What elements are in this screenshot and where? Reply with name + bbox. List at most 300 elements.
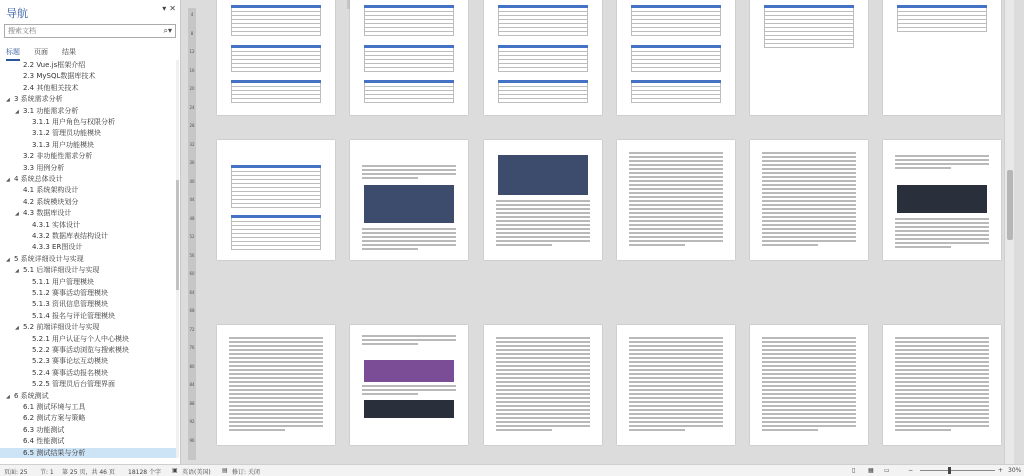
text-line: [496, 341, 590, 343]
text-line: [629, 341, 723, 343]
web-layout-icon[interactable]: ▭: [884, 467, 890, 474]
text-block: [895, 155, 989, 171]
text-block: [762, 152, 856, 248]
text-line: [762, 365, 856, 367]
text-line: [362, 232, 456, 234]
table-row: [231, 32, 321, 36]
text-line: [762, 397, 856, 399]
nav-heading-item[interactable]: [0, 413, 176, 423]
text-line: [229, 377, 323, 379]
close-icon[interactable]: ✕: [169, 4, 176, 13]
text-line: [762, 232, 856, 234]
nav-scrollbar[interactable]: [176, 60, 179, 458]
text-line: [762, 168, 856, 170]
text-line: [762, 369, 856, 371]
text-line: [229, 417, 323, 419]
text-line: [762, 385, 856, 387]
ruler-tick-label: 12: [189, 49, 195, 54]
text-line: [629, 192, 723, 194]
nav-heading-label: 4.3.2 数据库表结构设计: [32, 232, 109, 240]
table-row: [231, 246, 321, 250]
nav-heading-label: 6.5 测试结果与分析: [23, 448, 86, 457]
text-line: [496, 236, 590, 238]
text-line: [629, 369, 723, 371]
nav-heading-item[interactable]: [0, 265, 176, 275]
nav-heading-list: [0, 60, 180, 458]
zoom-out-icon[interactable]: −: [908, 467, 914, 474]
text-line: [629, 164, 723, 166]
chevron-down-icon[interactable]: ▾: [162, 4, 167, 13]
print-layout-icon[interactable]: ▦: [868, 467, 874, 474]
navigation-pane: [0, 0, 181, 464]
nav-heading-label: 5.2.2 赛事活动浏览与搜索模块: [32, 346, 130, 354]
table-graphic: [231, 80, 321, 103]
text-line: [629, 216, 723, 218]
page-thumbnail[interactable]: [217, 140, 335, 260]
nav-heading-item[interactable]: [0, 254, 176, 264]
nav-heading-label: 5 系统详细设计与实现: [14, 254, 84, 263]
text-line: [629, 176, 723, 178]
screenshot-image: [364, 185, 454, 223]
text-line: [895, 409, 989, 411]
text-line: [762, 425, 856, 427]
text-line: [229, 381, 323, 383]
text-line: [496, 232, 590, 234]
tab-pages[interactable]: 页面: [34, 48, 48, 56]
scroll-thumb[interactable]: [1007, 170, 1013, 240]
text-line: [229, 409, 323, 411]
text-line: [362, 236, 456, 238]
text-line: [629, 429, 685, 431]
page-thumbnail[interactable]: [217, 325, 335, 445]
vertical-scrollbar[interactable]: [1004, 0, 1014, 464]
text-line: [362, 240, 456, 242]
text-line: [229, 421, 323, 423]
ruler-tick-label: 76: [189, 345, 195, 350]
text-line: [895, 230, 989, 232]
text-line: [229, 345, 323, 347]
text-line: [629, 421, 723, 423]
nav-search-box[interactable]: [4, 24, 176, 38]
text-line: [629, 353, 723, 355]
table-graphic: [498, 80, 588, 103]
page-thumbnail[interactable]: [484, 0, 602, 115]
text-line: [895, 234, 989, 236]
nav-controls: [162, 4, 176, 13]
text-line: [762, 244, 818, 246]
text-line: [895, 365, 989, 367]
text-block: [362, 165, 456, 181]
page-thumbnail[interactable]: [217, 0, 335, 115]
text-line: [895, 345, 989, 347]
nav-heading-item[interactable]: [0, 288, 176, 298]
text-line: [895, 246, 951, 248]
table-row: [498, 99, 588, 103]
nav-heading-item[interactable]: [0, 83, 176, 93]
text-line: [762, 220, 856, 222]
text-line: [762, 176, 856, 178]
ruler-tick-label: 44: [189, 197, 195, 202]
ruler-tick-label: 28: [189, 123, 195, 128]
nav-search-input[interactable]: [5, 25, 155, 37]
text-line: [629, 389, 723, 391]
table-row: [364, 68, 454, 72]
expand-triangle-icon[interactable]: ◢: [6, 177, 10, 183]
expand-triangle-icon[interactable]: ◢: [15, 325, 19, 332]
nav-heading-item[interactable]: [0, 220, 176, 230]
page-thumbnail[interactable]: [883, 325, 1001, 445]
text-line: [895, 369, 989, 371]
text-line: [496, 381, 590, 383]
text-line: [895, 159, 989, 161]
text-line: [895, 341, 989, 343]
nav-tabs: [6, 47, 76, 61]
text-line: [362, 343, 418, 345]
page-thumbnail[interactable]: [484, 140, 602, 260]
text-line: [762, 172, 856, 174]
page-thumbnail[interactable]: [484, 325, 602, 445]
nav-heading-item[interactable]: [0, 379, 176, 389]
search-icon[interactable]: ⌕▾: [163, 26, 172, 35]
nav-heading-label: 3.3 用例分析: [23, 163, 65, 172]
expand-triangle-icon[interactable]: ◢: [6, 393, 10, 400]
nav-heading-label: 6.2 测试方案与策略: [23, 414, 86, 423]
text-line: [229, 401, 323, 403]
text-line: [629, 385, 723, 387]
status-section[interactable]: 节: 1: [40, 469, 54, 476]
table-row: [231, 204, 321, 208]
text-line: [496, 220, 590, 222]
text-line: [895, 337, 989, 339]
text-line: [895, 429, 951, 431]
nav-heading-item[interactable]: [0, 117, 176, 127]
nav-heading-item[interactable]: [0, 94, 176, 104]
text-line: [629, 188, 723, 190]
table-row: [631, 68, 721, 72]
text-line: [496, 369, 590, 371]
ruler-tick-label: 16: [189, 67, 195, 73]
text-line: [762, 345, 856, 347]
ruler-tick-label: 24: [189, 104, 195, 110]
nav-heading-item[interactable]: [0, 140, 176, 150]
text-block: [362, 385, 456, 397]
table-row: [631, 99, 721, 103]
nav-heading-item[interactable]: [0, 436, 176, 446]
text-line: [762, 152, 856, 154]
text-line: [362, 228, 456, 230]
nav-heading-item[interactable]: [0, 368, 176, 378]
nav-heading-item[interactable]: [0, 242, 176, 252]
text-line: [629, 160, 723, 162]
zoom-in-icon[interactable]: +: [998, 467, 1004, 474]
nav-heading-label: 5.2.1 用户认证与个人中心模块: [32, 334, 130, 343]
nav-heading-label: 5.1.3 资讯信息管理模块: [32, 300, 109, 309]
nav-heading-item[interactable]: [0, 356, 176, 366]
nav-heading-item[interactable]: [0, 334, 176, 344]
nav-heading-item[interactable]: [0, 277, 176, 287]
nav-heading-label: 5.1 后端详细设计与实现: [23, 266, 100, 275]
table-graphic: [764, 5, 854, 48]
nav-heading-item[interactable]: [0, 106, 176, 116]
table-row: [631, 32, 721, 36]
text-line: [762, 216, 856, 218]
screenshot-image: [498, 155, 588, 195]
text-line: [629, 357, 723, 359]
nav-heading-item[interactable]: [0, 391, 176, 401]
tab-headings[interactable]: 标题: [6, 47, 20, 61]
nav-heading-item[interactable]: [0, 71, 176, 81]
text-line: [229, 429, 285, 431]
text-line: [629, 172, 723, 174]
nav-heading-label: 4.3.3 ER图设计: [32, 243, 83, 252]
nav-heading-label: 2.3 MySQL数据库技术: [23, 72, 96, 81]
table-row: [498, 68, 588, 72]
text-line: [629, 168, 723, 170]
text-line: [629, 196, 723, 198]
text-line: [762, 208, 856, 210]
text-line: [496, 417, 590, 419]
nav-heading-label: 2.2 Vue.js框架介绍: [23, 61, 86, 69]
text-line: [762, 373, 856, 375]
text-line: [629, 228, 723, 230]
expand-triangle-icon[interactable]: ◢: [15, 268, 19, 275]
text-line: [229, 365, 323, 367]
text-line: [762, 349, 856, 351]
expand-triangle-icon[interactable]: ◢: [15, 211, 19, 218]
ruler-tick-label: 4: [190, 12, 194, 17]
text-line: [362, 339, 456, 341]
text-line: [762, 236, 856, 238]
text-block: [229, 337, 323, 433]
text-line: [229, 361, 323, 363]
page-thumbnail[interactable]: [617, 0, 735, 115]
ruler-tick-label: 8: [190, 30, 194, 36]
expand-triangle-icon[interactable]: ◢: [15, 108, 19, 115]
text-line: [895, 163, 989, 165]
ruler-tick-label: 72: [189, 326, 195, 332]
nav-heading-item[interactable]: [0, 448, 176, 458]
text-line: [496, 216, 590, 218]
text-line: [762, 188, 856, 190]
nav-heading-item[interactable]: [0, 60, 176, 70]
nav-heading-item[interactable]: [0, 322, 176, 332]
text-line: [496, 393, 590, 395]
nav-heading-item[interactable]: [0, 311, 176, 321]
text-line: [895, 373, 989, 375]
nav-heading-label: 3 系统需求分析: [14, 95, 63, 104]
nav-heading-label: 5.1.4 报名与评论管理模块: [32, 311, 116, 320]
nav-heading-label: 4.3.1 实体设计: [32, 220, 81, 229]
screenshot-image: [364, 360, 454, 382]
page-thumbnail[interactable]: [750, 325, 868, 445]
text-line: [895, 421, 989, 423]
table-graphic: [897, 5, 987, 32]
ruler-tick-label: 48: [189, 215, 195, 221]
nav-heading-item[interactable]: [0, 425, 176, 435]
text-line: [895, 413, 989, 415]
text-line: [229, 393, 323, 395]
text-line: [629, 152, 723, 154]
nav-heading-label: 5.1.1 用户管理模块: [32, 277, 95, 286]
tab-results[interactable]: 结果: [62, 48, 76, 56]
text-line: [895, 349, 989, 351]
text-line: [229, 385, 323, 387]
macro-icon[interactable]: ▤: [222, 467, 228, 474]
text-line: [895, 222, 989, 224]
text-line: [629, 405, 723, 407]
text-line: [762, 413, 856, 415]
text-line: [762, 417, 856, 419]
text-line: [229, 413, 323, 415]
page-thumbnail[interactable]: [350, 140, 468, 260]
text-block: [496, 200, 590, 248]
text-line: [762, 341, 856, 343]
screenshot-image: [897, 185, 987, 213]
nav-scroll-thumb[interactable]: [176, 180, 179, 290]
text-line: [496, 349, 590, 351]
table-graphic: [231, 5, 321, 36]
nav-heading-label: 4.3 数据库设计: [23, 209, 72, 218]
text-line: [629, 401, 723, 403]
read-mode-icon[interactable]: ▯: [852, 467, 856, 474]
nav-heading-item[interactable]: [0, 197, 176, 207]
text-line: [895, 353, 989, 355]
page-thumbnail[interactable]: [617, 325, 735, 445]
text-line: [496, 365, 590, 367]
text-line: [496, 425, 590, 427]
table-graphic: [631, 80, 721, 103]
nav-heading-item[interactable]: [0, 163, 176, 173]
text-line: [362, 177, 418, 179]
text-line: [629, 180, 723, 182]
text-line: [629, 208, 723, 210]
text-line: [762, 429, 818, 431]
text-block: [895, 337, 989, 433]
text-line: [229, 337, 323, 339]
nav-heading-label: 3.1 功能需求分析: [23, 106, 79, 115]
page-thumbnail[interactable]: [883, 140, 1001, 260]
text-block: [362, 228, 456, 252]
expand-triangle-icon[interactable]: ◢: [6, 97, 10, 104]
text-line: [229, 369, 323, 371]
table-row: [764, 44, 854, 48]
nav-heading-item[interactable]: [0, 402, 176, 412]
nav-heading-label: 3.1.1 用户角色与权限分析: [32, 118, 116, 126]
expand-triangle-icon[interactable]: ◢: [6, 256, 10, 263]
nav-heading-item[interactable]: [0, 208, 176, 218]
zoom-slider[interactable]: [920, 470, 995, 471]
ruler-tick-label: 64: [189, 289, 195, 295]
table-row: [231, 99, 321, 103]
status-track-changes[interactable]: 修订: 关闭: [232, 469, 260, 476]
text-line: [362, 165, 456, 167]
text-line: [762, 240, 856, 242]
page-thumbnail[interactable]: [350, 0, 468, 115]
nav-heading-item[interactable]: [0, 128, 176, 138]
status-page[interactable]: 页面: 25: [4, 469, 28, 476]
nav-heading-item[interactable]: [0, 174, 176, 184]
nav-heading-label: 6.3 功能测试: [23, 425, 65, 434]
status-language[interactable]: 英语(美国): [182, 469, 211, 476]
page-thumbnail[interactable]: [750, 0, 868, 115]
nav-heading-item[interactable]: [0, 185, 176, 195]
text-line: [229, 353, 323, 355]
text-line: [496, 200, 590, 202]
text-line: [496, 429, 552, 431]
table-graphic: [498, 45, 588, 72]
nav-heading-item[interactable]: [0, 299, 176, 309]
proofing-icon[interactable]: ▣: [172, 467, 178, 474]
nav-heading-item[interactable]: [0, 345, 176, 355]
text-block: [762, 337, 856, 433]
nav-heading-label: 6 系统测试: [14, 391, 49, 400]
nav-heading-label: 3.1.3 用户功能模块: [32, 140, 95, 149]
text-line: [895, 218, 989, 220]
text-line: [895, 381, 989, 383]
page-thumbnail[interactable]: [750, 140, 868, 260]
table-row: [364, 99, 454, 103]
zoom-level[interactable]: 30%: [1008, 467, 1022, 474]
page-thumbnail[interactable]: [350, 325, 468, 445]
text-line: [762, 389, 856, 391]
text-line: [895, 385, 989, 387]
table-graphic: [231, 45, 321, 72]
zoom-slider-knob[interactable]: [948, 467, 951, 474]
page-thumbnail[interactable]: [617, 140, 735, 260]
text-line: [895, 397, 989, 399]
status-word-count[interactable]: 18128 个字: [128, 469, 161, 476]
nav-heading-item[interactable]: [0, 151, 176, 161]
text-block: [629, 152, 723, 248]
text-line: [496, 228, 590, 230]
text-line: [895, 357, 989, 359]
text-line: [629, 349, 723, 351]
text-line: [762, 401, 856, 403]
nav-heading-item[interactable]: [0, 231, 176, 241]
table-row: [897, 28, 987, 32]
text-line: [362, 248, 418, 250]
text-line: [762, 421, 856, 423]
text-line: [895, 425, 989, 427]
table-graphic: [631, 5, 721, 36]
text-line: [496, 353, 590, 355]
ruler-tick-label: 20: [189, 86, 195, 91]
text-line: [496, 389, 590, 391]
text-line: [229, 357, 323, 359]
text-line: [895, 226, 989, 228]
text-line: [895, 377, 989, 379]
text-line: [362, 244, 456, 246]
nav-heading-label: 5.2 前端详细设计与实现: [23, 323, 100, 332]
text-line: [895, 393, 989, 395]
text-line: [629, 413, 723, 415]
text-line: [762, 409, 856, 411]
text-line: [762, 200, 856, 202]
text-line: [496, 377, 590, 379]
text-line: [762, 184, 856, 186]
text-line: [762, 160, 856, 162]
ruler-tick-label: 52: [189, 234, 195, 239]
ruler-left: [188, 8, 196, 460]
status-page-count[interactable]: 第 25 页，共 46 页: [62, 469, 115, 476]
text-line: [762, 164, 856, 166]
page-thumbnail[interactable]: [883, 0, 1001, 115]
ruler-tick-label: 60: [189, 271, 195, 276]
text-line: [762, 196, 856, 198]
table-graphic: [364, 45, 454, 72]
document-area[interactable]: [182, 0, 1014, 464]
text-line: [229, 389, 323, 391]
